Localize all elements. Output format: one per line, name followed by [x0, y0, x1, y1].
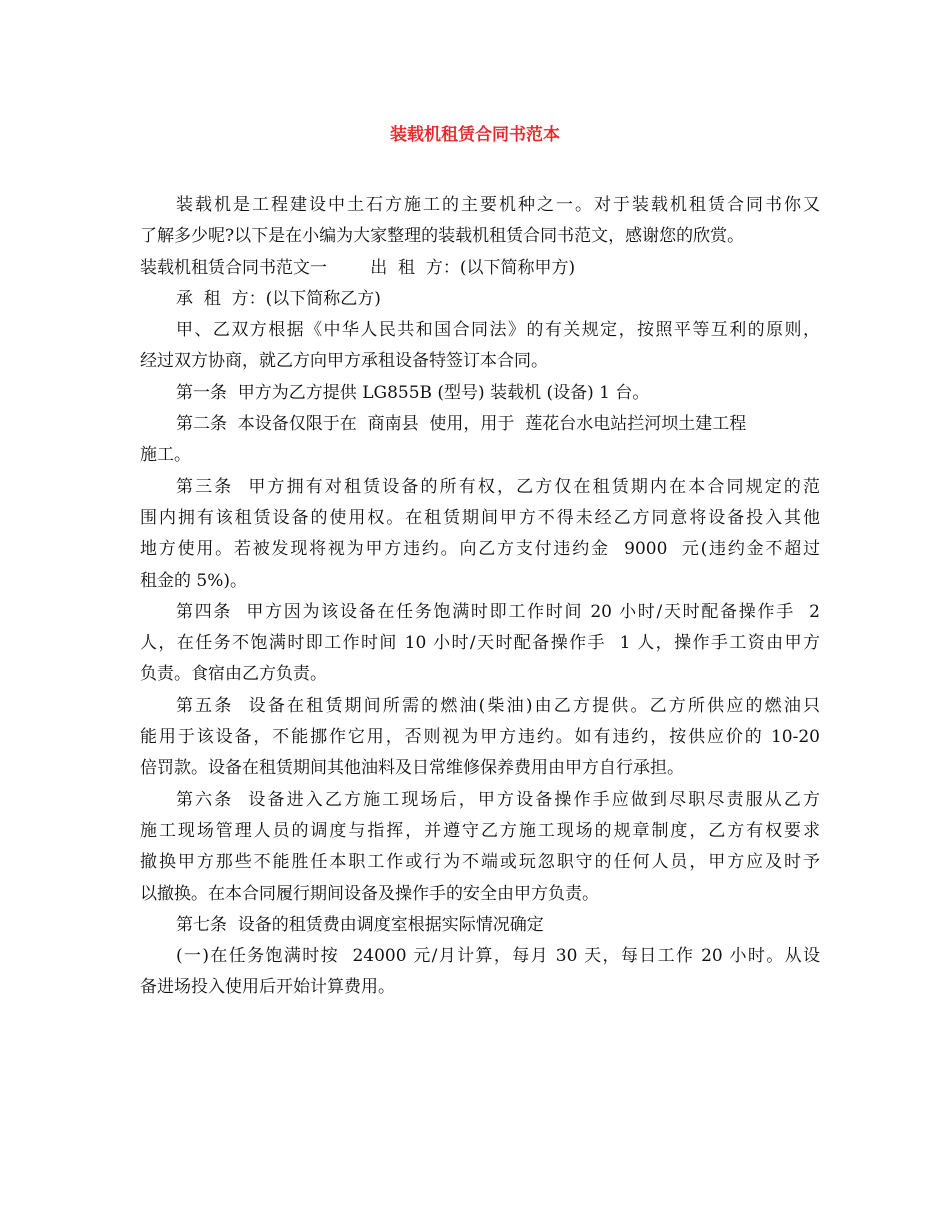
paragraph-line: 地方使用。若被发现将视为甲方违约。向乙方支付违约金 9000 元(违约金不超过 [140, 539, 820, 560]
paragraph-line: 以撤换。在本合同履行期间设备及操作手的安全由甲方负责。 [140, 883, 599, 904]
paragraph-line: 能用于该设备，不能挪作它用，否则视为甲方违约。如有违约，按供应价的 10-20 [140, 727, 820, 748]
paragraph-line: 经过双方协商，就乙方向甲方承租设备特签订本合同。 [140, 351, 548, 372]
paragraph-line: 第二条 本设备仅限于在 商南县 使用，用于 莲花台水电站拦河坝土建工程 [176, 414, 747, 435]
paragraph-line: (一)在任务饱满时按 24000 元/月计算，每月 30 天，每日工作 20 小时。从设 [176, 946, 820, 967]
paragraph-line: 负责。食宿由乙方负责。 [140, 664, 327, 685]
paragraph-line: 租金的 5%)。 [140, 570, 248, 591]
paragraph-line: 第七条 设备的租赁费由调度室根据实际情况确定 [176, 914, 544, 935]
document-body [140, 190, 820, 1004]
paragraph-line: 第六条 设备进入乙方施工现场后，甲方设备操作手应做到尽职尽责服从乙方 [176, 789, 820, 810]
paragraph-line: 倍罚款。设备在租赁期间其他油料及日常维修保养费用由甲方自行承担。 [140, 758, 684, 779]
paragraph-line: 施工现场管理人员的调度与指挥，并遵守乙方施工现场的规章制度，乙方有权要求 [140, 820, 820, 841]
paragraph-line: 人，在任务不饱满时即工作时间 10 小时/天时配备操作手 1 人，操作手工资由甲方 [140, 633, 820, 654]
document-title: 装载机租赁合同书范本 [390, 125, 560, 145]
paragraph-line: 甲、乙双方根据《中华人民共和国合同法》的有关规定，按照平等互利的原则， [176, 320, 820, 341]
paragraph-line: 装载机租赁合同书范文一 出 租 方：(以下简称甲方) [140, 257, 576, 278]
paragraph-line: 围内拥有该租赁设备的使用权。在租赁期间甲方不得未经乙方同意将设备投入其他 [140, 507, 820, 528]
paragraph-line: 了解多少呢?以下是在小编为大家整理的装载机租赁合同书范文，感谢您的欣赏。 [140, 226, 745, 247]
paragraph-line: 施工。 [140, 445, 191, 466]
paragraph-line: 第一条 甲方为乙方提供 LG855B (型号) 装载机 (设备) 1 台。 [176, 382, 650, 403]
paragraph-line: 第四条 甲方因为该设备在任务饱满时即工作时间 20 小时/天时配备操作手 2 [176, 601, 820, 622]
paragraph-line: 装载机是工程建设中土石方施工的主要机种之一。对于装载机租赁合同书你又 [176, 195, 820, 215]
paragraph-line: 备进场投入使用后开始计算费用。 [140, 977, 395, 998]
paragraph-line: 撤换甲方那些不能胜任本职工作或行为不端或玩忽职守的任何人员，甲方应及时予 [140, 852, 820, 873]
paragraph-line: 承 租 方：(以下简称乙方) [176, 288, 381, 309]
paragraph-line: 第三条 甲方拥有对租赁设备的所有权，乙方仅在租赁期内在本合同规定的范 [176, 476, 820, 497]
paragraph-line: 第五条 设备在租赁期间所需的燃油(柴油)由乙方提供。乙方所供应的燃油只 [176, 695, 820, 716]
